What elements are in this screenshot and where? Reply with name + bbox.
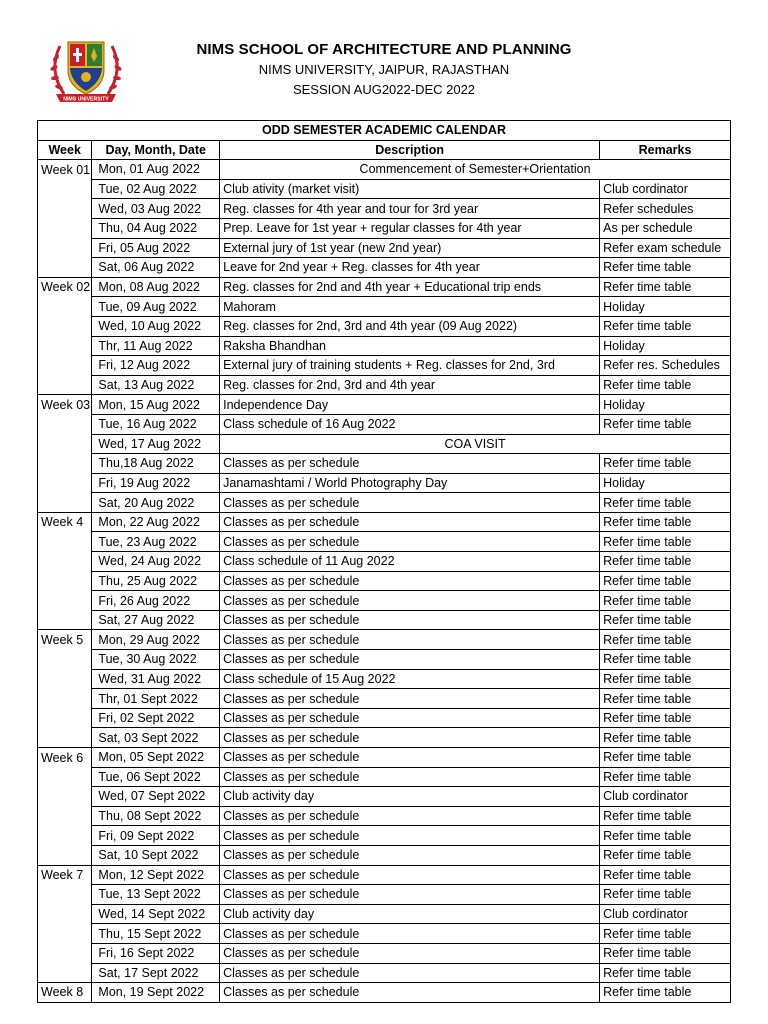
date-cell: Fri, 26 Aug 2022 (92, 591, 220, 611)
remarks-cell: Refer time table (600, 650, 731, 670)
description-cell: Classes as per schedule (220, 963, 600, 983)
week-cell (38, 375, 92, 395)
date-cell: Tue, 13 Sept 2022 (92, 885, 220, 905)
date-cell: Fri, 16 Sept 2022 (92, 943, 220, 963)
table-row (38, 316, 731, 336)
table-row (38, 630, 731, 650)
description-cell: Club activity day (220, 904, 600, 924)
table-row (38, 179, 731, 199)
remarks-cell: Holiday (600, 473, 731, 493)
description-cell: Classes as per schedule (220, 650, 600, 670)
description-cell: Classes as per schedule (220, 845, 600, 865)
description-cell: Classes as per schedule (220, 610, 600, 630)
week-cell: Week 01 (38, 160, 92, 180)
date-cell: Fri, 09 Sept 2022 (92, 826, 220, 846)
remarks-cell: Club cordinator (600, 904, 731, 924)
remarks-cell: Refer time table (600, 708, 731, 728)
university-line: NIMS UNIVERSITY, JAIPUR, RAJASTHAN (258, 62, 510, 77)
remarks-cell: Refer time table (600, 689, 731, 709)
table-row (38, 943, 731, 963)
page-title: NIMS SCHOOL OF ARCHITECTURE AND PLANNING (196, 41, 572, 58)
academic-calendar-table (37, 120, 731, 1003)
description-cell: Classes as per schedule (220, 767, 600, 787)
date-cell: Wed, 17 Aug 2022 (92, 434, 220, 454)
remarks-cell: Refer time table (600, 454, 731, 474)
date-cell: Mon, 15 Aug 2022 (92, 395, 220, 415)
week-cell (38, 532, 92, 552)
remarks-cell: Refer time table (600, 983, 731, 1003)
week-cell (38, 650, 92, 670)
description-cell: Class schedule of 16 Aug 2022 (220, 414, 600, 434)
description-cell: Classes as per schedule (220, 571, 600, 591)
date-cell: Tue, 16 Aug 2022 (92, 414, 220, 434)
remarks-cell: Refer time table (600, 845, 731, 865)
remarks-cell: Refer time table (600, 277, 731, 297)
remarks-cell: Refer time table (600, 258, 731, 278)
table-row (38, 375, 731, 395)
date-cell: Mon, 12 Sept 2022 (92, 865, 220, 885)
date-cell: Fri, 19 Aug 2022 (92, 473, 220, 493)
table-row (38, 199, 731, 219)
remarks-cell: Refer time table (600, 924, 731, 944)
table-row (38, 885, 731, 905)
description-cell: Classes as per schedule (220, 630, 600, 650)
description-cell: Janamashtami / World Photography Day (220, 473, 600, 493)
table-row (38, 924, 731, 944)
table-row (38, 826, 731, 846)
week-cell (38, 689, 92, 709)
table-caption: ODD SEMESTER ACADEMIC CALENDAR (38, 121, 731, 141)
date-cell: Tue, 02 Aug 2022 (92, 179, 220, 199)
remarks-cell: Holiday (600, 336, 731, 356)
remarks-cell: Refer time table (600, 375, 731, 395)
date-cell: Wed, 31 Aug 2022 (92, 669, 220, 689)
description-cell: Reg. classes for 2nd, 3rd and 4th year (220, 375, 600, 395)
column-header-remarks: Remarks (600, 140, 731, 160)
date-cell: Sat, 06 Aug 2022 (92, 258, 220, 278)
table-row (38, 728, 731, 748)
table-row (38, 493, 731, 513)
week-cell (38, 454, 92, 474)
week-cell (38, 669, 92, 689)
date-cell: Sat, 27 Aug 2022 (92, 610, 220, 630)
week-cell (38, 787, 92, 807)
table-row (38, 297, 731, 317)
week-cell (38, 316, 92, 336)
date-cell: Thu, 04 Aug 2022 (92, 218, 220, 238)
remarks-cell: Refer time table (600, 414, 731, 434)
remarks-cell: Refer time table (600, 493, 731, 513)
remarks-cell: Holiday (600, 297, 731, 317)
description-cell: Classes as per schedule (220, 924, 600, 944)
table-row (38, 767, 731, 787)
date-cell: Thr, 01 Sept 2022 (92, 689, 220, 709)
date-cell: Thu,18 Aug 2022 (92, 454, 220, 474)
week-cell (38, 767, 92, 787)
description-cell: Classes as per schedule (220, 728, 600, 748)
document-header (0, 30, 768, 110)
description-cell: Classes as per schedule (220, 708, 600, 728)
date-cell: Wed, 03 Aug 2022 (92, 199, 220, 219)
week-cell (38, 493, 92, 513)
description-cell: External jury of 1st year (new 2nd year) (220, 238, 600, 258)
remarks-cell: Refer time table (600, 865, 731, 885)
description-cell: Classes as per schedule (220, 454, 600, 474)
table-row (38, 218, 731, 238)
week-cell (38, 963, 92, 983)
description-cell: Classes as per schedule (220, 943, 600, 963)
description-cell: COA VISIT (220, 434, 731, 454)
table-row (38, 904, 731, 924)
week-cell (38, 904, 92, 924)
date-cell: Sat, 13 Aug 2022 (92, 375, 220, 395)
table-row (38, 787, 731, 807)
description-cell: Mahoram (220, 297, 600, 317)
description-cell: Classes as per schedule (220, 806, 600, 826)
description-cell: Reg. classes for 2nd and 4th year + Educational trip ends (220, 277, 600, 297)
date-cell: Tue, 23 Aug 2022 (92, 532, 220, 552)
session-line: SESSION AUG2022-DEC 2022 (292, 82, 476, 97)
table-row (38, 356, 731, 376)
table-row (38, 748, 731, 768)
remarks-cell: Refer time table (600, 552, 731, 572)
week-cell (38, 414, 92, 434)
week-cell (38, 885, 92, 905)
table-row (38, 571, 731, 591)
week-cell: Week 4 (38, 512, 92, 532)
week-cell: Week 5 (38, 630, 92, 650)
remarks-cell: Club cordinator (600, 179, 731, 199)
date-cell: Thr, 11 Aug 2022 (92, 336, 220, 356)
remarks-cell: Refer time table (600, 826, 731, 846)
table-row (38, 708, 731, 728)
week-cell: Week 6 (38, 748, 92, 768)
remarks-cell: Refer time table (600, 806, 731, 826)
remarks-cell: Refer time table (600, 963, 731, 983)
table-row (38, 983, 731, 1003)
week-cell (38, 258, 92, 278)
table-row (38, 610, 731, 630)
week-cell (38, 218, 92, 238)
table-row (38, 277, 731, 297)
week-cell (38, 571, 92, 591)
date-cell: Wed, 24 Aug 2022 (92, 552, 220, 572)
week-cell (38, 199, 92, 219)
description-cell: Classes as per schedule (220, 865, 600, 885)
description-cell: Classes as per schedule (220, 885, 600, 905)
table-row (38, 238, 731, 258)
table-row (38, 591, 731, 611)
week-cell (38, 356, 92, 376)
date-cell: Sat, 20 Aug 2022 (92, 493, 220, 513)
table-row (38, 473, 731, 493)
date-cell: Mon, 22 Aug 2022 (92, 512, 220, 532)
week-cell (38, 924, 92, 944)
week-cell: Week 7 (38, 865, 92, 885)
description-cell: Reg. classes for 2nd, 3rd and 4th year (09 Aug 2022) (220, 316, 600, 336)
table-row (38, 650, 731, 670)
remarks-cell: Refer schedules (600, 199, 731, 219)
week-cell (38, 434, 92, 454)
date-cell: Sat, 17 Sept 2022 (92, 963, 220, 983)
description-cell: External jury of training students + Reg. classes for 2nd, 3rd (220, 356, 600, 376)
description-cell: Classes as per schedule (220, 983, 600, 1003)
description-cell: Class schedule of 15 Aug 2022 (220, 669, 600, 689)
remarks-cell: As per schedule (600, 218, 731, 238)
date-cell: Thu, 25 Aug 2022 (92, 571, 220, 591)
remarks-cell: Refer time table (600, 512, 731, 532)
calendar-rows (38, 160, 731, 1003)
week-cell (38, 473, 92, 493)
remarks-cell: Refer time table (600, 885, 731, 905)
week-cell (38, 708, 92, 728)
date-cell: Wed, 14 Sept 2022 (92, 904, 220, 924)
remarks-cell: Refer time table (600, 767, 731, 787)
table-row (38, 434, 731, 454)
description-cell: Prep. Leave for 1st year + regular classes for 4th year (220, 218, 600, 238)
description-cell: Classes as per schedule (220, 748, 600, 768)
table-row (38, 160, 731, 180)
week-cell (38, 238, 92, 258)
description-cell: Independence Day (220, 395, 600, 415)
remarks-cell: Refer time table (600, 610, 731, 630)
week-cell (38, 943, 92, 963)
date-cell: Mon, 05 Sept 2022 (92, 748, 220, 768)
remarks-cell: Refer time table (600, 748, 731, 768)
remarks-cell: Refer res. Schedules (600, 356, 731, 376)
remarks-cell: Refer exam schedule (600, 238, 731, 258)
column-header-description: Description (220, 140, 600, 160)
week-cell (38, 552, 92, 572)
description-cell: Classes as per schedule (220, 689, 600, 709)
table-row (38, 845, 731, 865)
table-row (38, 395, 731, 415)
date-cell: Tue, 06 Sept 2022 (92, 767, 220, 787)
remarks-cell: Refer time table (600, 571, 731, 591)
week-cell (38, 610, 92, 630)
description-cell: Commencement of Semester+Orientation (220, 160, 731, 180)
week-cell (38, 297, 92, 317)
remarks-cell: Refer time table (600, 630, 731, 650)
date-cell: Thu, 15 Sept 2022 (92, 924, 220, 944)
date-cell: Fri, 05 Aug 2022 (92, 238, 220, 258)
week-cell: Week 03 (38, 395, 92, 415)
table-row (38, 258, 731, 278)
date-cell: Fri, 12 Aug 2022 (92, 356, 220, 376)
date-cell: Sat, 10 Sept 2022 (92, 845, 220, 865)
date-cell: Tue, 09 Aug 2022 (92, 297, 220, 317)
description-cell: Classes as per schedule (220, 826, 600, 846)
date-cell: Wed, 07 Sept 2022 (92, 787, 220, 807)
table-row (38, 806, 731, 826)
remarks-cell: Refer time table (600, 728, 731, 748)
date-cell: Mon, 01 Aug 2022 (92, 160, 220, 180)
week-cell (38, 336, 92, 356)
week-cell (38, 591, 92, 611)
description-cell: Classes as per schedule (220, 591, 600, 611)
remarks-cell: Refer time table (600, 943, 731, 963)
table-row (38, 454, 731, 474)
week-cell: Week 02 (38, 277, 92, 297)
date-cell: Fri, 02 Sept 2022 (92, 708, 220, 728)
description-cell: Leave for 2nd year + Reg. classes for 4th year (220, 258, 600, 278)
table-row (38, 669, 731, 689)
column-header-date: Day, Month, Date (92, 140, 220, 160)
date-cell: Thu, 08 Sept 2022 (92, 806, 220, 826)
week-cell: Week 8 (38, 983, 92, 1003)
description-cell: Classes as per schedule (220, 512, 600, 532)
remarks-cell: Refer time table (600, 316, 731, 336)
table-row (38, 689, 731, 709)
svg-text:NIMS UNIVERSITY: NIMS UNIVERSITY (63, 96, 109, 103)
week-cell (38, 845, 92, 865)
description-cell: Club ativity (market visit) (220, 179, 600, 199)
remarks-cell: Refer time table (600, 669, 731, 689)
table-row (38, 532, 731, 552)
remarks-cell: Club cordinator (600, 787, 731, 807)
week-cell (38, 806, 92, 826)
week-cell (38, 179, 92, 199)
table-row (38, 963, 731, 983)
description-cell: Club activity day (220, 787, 600, 807)
table-row (38, 336, 731, 356)
date-cell: Wed, 10 Aug 2022 (92, 316, 220, 336)
date-cell: Mon, 29 Aug 2022 (92, 630, 220, 650)
remarks-cell: Holiday (600, 395, 731, 415)
week-cell (38, 826, 92, 846)
remarks-cell: Refer time table (600, 532, 731, 552)
column-header-week: Week (38, 140, 92, 160)
remarks-cell: Refer time table (600, 591, 731, 611)
table-row (38, 552, 731, 572)
table-row (38, 414, 731, 434)
description-cell: Reg. classes for 4th year and tour for 3rd year (220, 199, 600, 219)
date-cell: Mon, 19 Sept 2022 (92, 983, 220, 1003)
week-cell (38, 728, 92, 748)
description-cell: Class schedule of 11 Aug 2022 (220, 552, 600, 572)
date-cell: Sat, 03 Sept 2022 (92, 728, 220, 748)
description-cell: Raksha Bhandhan (220, 336, 600, 356)
table-row (38, 512, 731, 532)
date-cell: Tue, 30 Aug 2022 (92, 650, 220, 670)
description-cell: Classes as per schedule (220, 532, 600, 552)
description-cell: Classes as per schedule (220, 493, 600, 513)
date-cell: Mon, 08 Aug 2022 (92, 277, 220, 297)
table-row (38, 865, 731, 885)
